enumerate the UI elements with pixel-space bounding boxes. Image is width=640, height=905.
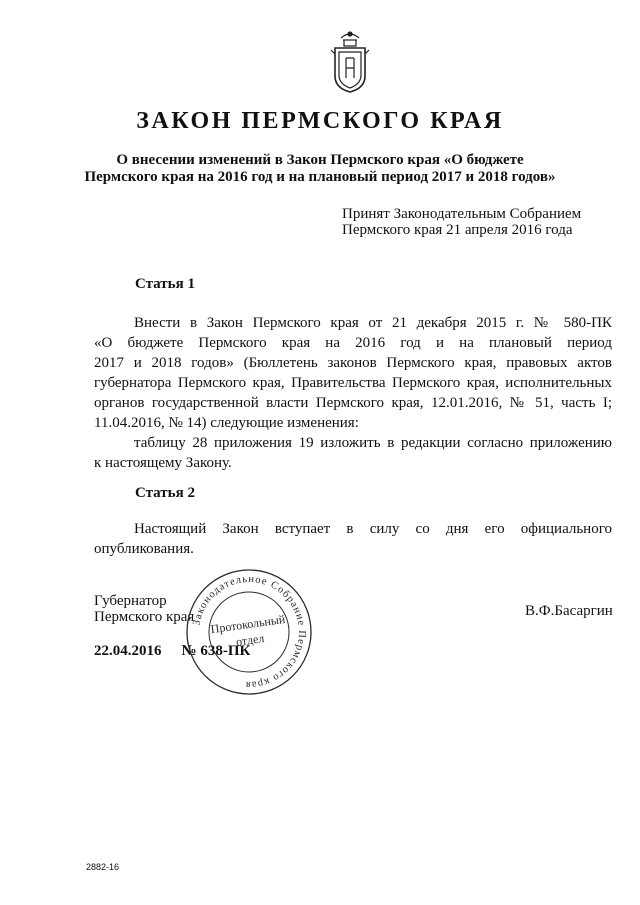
stamp-ring-text: Законодательное Собрание Пермского края [191,573,308,691]
governor-title [94,593,194,625]
article-1-text [94,313,612,473]
law-number: № 638-ПК [181,643,251,659]
text-line: «О бюджете Пермского края на 2016 год и на плановый период [94,335,612,351]
text-line: 11.04.2016, № 14) следующие изменения: [94,415,359,431]
coat-of-arms-icon [327,28,373,94]
stamp-center-text: Протокольный [209,611,287,637]
text-line: опубликования. [94,541,194,557]
text-line: таблицу 28 приложения 19 изложить в редакции согласно приложению [134,435,612,451]
adoption-line: Пермского края 21 апреля 2016 года [342,222,573,238]
text-line: Внести в Закон Пермского края от 21 декабря 2015 г. № 580-ПК [134,315,612,331]
text-line: 2017 и 2018 годов» (Бюллетень законов Пермского края, правовых актов [94,355,612,371]
official-stamp [183,566,315,698]
law-subtitle [40,152,600,186]
governor-name: В.Ф.Басаргин [525,603,613,619]
article-2-heading: Статья 2 [135,485,195,501]
document-code: 2882-16 [86,862,120,872]
article-1-heading: Статья 1 [135,276,195,292]
law-title: ЗАКОН ПЕРМСКОГО КРАЯ [136,108,504,134]
text-line: органов государственной власти Пермского края, 12.01.2016, № 51, часть I; [94,395,612,411]
governor-title-line: Пермского края [94,609,195,625]
subtitle-line: Пермского края на 2016 год и на плановый период 2017 и 2018 годов» [84,169,556,185]
stamp-center-text: отдел [235,631,266,649]
text-line: губернатора Пермского края, Правительства Пермского края, исполнительных [94,375,612,391]
text-line: к настоящему Закону. [94,455,232,471]
governor-title-line: Губернатор [94,593,167,609]
subtitle-line: О внесении изменений в Закон Пермского края «О бюджете [116,152,524,168]
text-line: Настоящий Закон вступает в силу со дня его официального [134,521,612,537]
adoption-note [342,206,632,238]
law-date: 22.04.2016 [94,643,162,659]
adoption-line: Принят Законодательным Собранием [342,206,582,222]
article-2-text [94,519,612,559]
